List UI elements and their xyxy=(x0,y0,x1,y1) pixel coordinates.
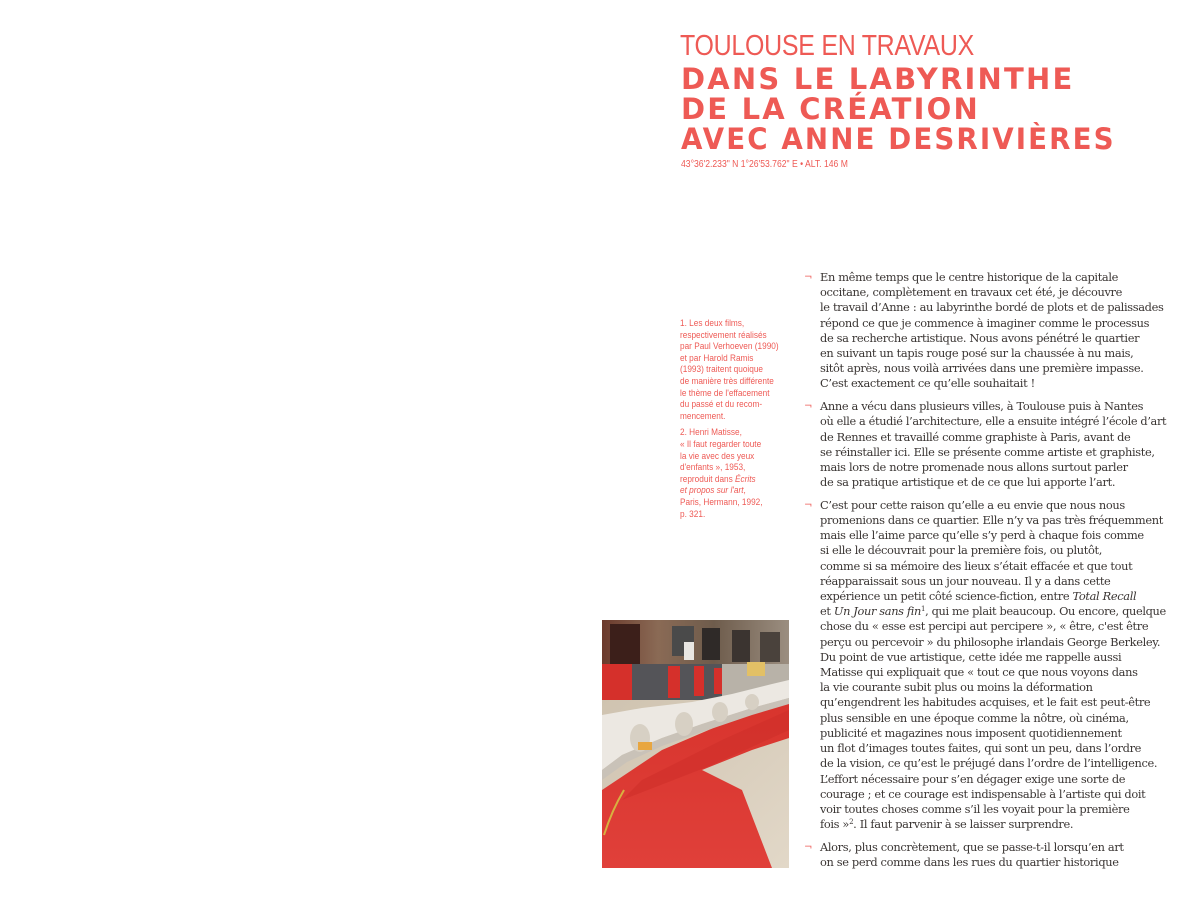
footnote-line: de manière très différente xyxy=(680,375,774,387)
text-line: qu’engendrent les habitudes acquises, et le fait est peut-être xyxy=(820,695,1151,710)
not-sign-bullet-icon: ¬ xyxy=(804,499,813,511)
text-line: C’est pour cette raison qu’elle a eu envie que nous nous xyxy=(820,497,1125,512)
article-body xyxy=(804,270,1167,878)
text-line: Du point de vue artistique, cette idée me rappelle aussi xyxy=(820,649,1122,664)
paragraph xyxy=(804,399,1167,490)
text-line: en suivant un tapis rouge posé sur la chaussée à nu mais, xyxy=(820,346,1134,361)
not-sign-bullet-icon: ¬ xyxy=(804,841,813,853)
footnote-line: mencement. xyxy=(680,410,726,422)
footnote-line xyxy=(680,485,792,497)
text-line xyxy=(820,589,1164,604)
kicker: TOULOUSE EN TRAVAUX xyxy=(680,30,974,62)
footnote-line: respectivement réalisés xyxy=(680,329,767,341)
footnote-line xyxy=(680,474,792,486)
text-line: C’est exactement ce qu’elle souhaitait ! xyxy=(820,376,1035,391)
text-line: L’effort nécessaire pour s’en dégager exige une sorte de xyxy=(820,771,1126,786)
text-line: sitôt après, nous voilà arrivées dans une première impasse. xyxy=(820,361,1144,376)
text-line: on se perd comme dans les rues du quartier historique xyxy=(820,855,1119,870)
text-line: se réinstaller ici. Elle se présente comme artiste et graphiste, xyxy=(820,444,1155,459)
footnote-line: 1. Les deux films, xyxy=(680,318,745,329)
footnote-line: du passé et du recom- xyxy=(680,399,763,411)
text-run: et xyxy=(820,604,834,619)
book-title: Écrits xyxy=(735,473,756,485)
paragraph xyxy=(804,498,1164,832)
text-line: mais elle l’aime parce qu’elle s’y perd à chaque fois comme xyxy=(820,528,1144,543)
footnote-1 xyxy=(680,318,792,422)
film-title: Un Jour sans fin xyxy=(833,604,922,619)
footnote-line: 2. Henri Matisse, xyxy=(680,427,742,439)
text-line: où elle a étudié l’architecture, elle a ensuite intégré l’école d’art xyxy=(820,414,1167,429)
footnote-text: , xyxy=(743,485,746,497)
footnotes xyxy=(680,318,792,525)
text-line: si elle le découvrait pour la première fois, ou plutôt, xyxy=(820,543,1102,558)
text-line: chose du « esse est percipi aut percipere », « être, c'est être xyxy=(820,619,1149,634)
footnote-line: Paris, Hermann, 1992, xyxy=(680,496,763,508)
footnote-line: et par Harold Ramis xyxy=(680,352,754,364)
footnote-line: « Il faut regarder toute xyxy=(680,438,762,450)
gps-coordinates: 43°36'2.233" N 1°26'53.762" E • ALT. 146 M xyxy=(681,159,848,170)
text-line: de la vision, ce qu’est le préjugé dans l’ordre de l’intelligence. xyxy=(820,756,1158,771)
text-line: publicité et magazines nous imposent quotidiennement xyxy=(820,725,1122,740)
text-line: perçu ou percevoir » du philosophe irlandais George Berkeley. xyxy=(820,634,1161,649)
text-line: courage ; et ce courage est indispensable à l’artiste qui doit xyxy=(820,786,1146,801)
title-line: DE LA CRÉATION xyxy=(681,92,980,126)
footnote-text: reproduit dans xyxy=(680,473,736,485)
text-line: En même temps que le centre historique de la capitale xyxy=(820,270,1119,284)
text-line: de sa recherche artistique. Nous avons pénétré le quartier xyxy=(820,330,1140,345)
film-title: Total Recall xyxy=(1072,589,1137,604)
article-title xyxy=(681,64,1136,154)
footnote-line: la vie avec des yeux xyxy=(680,450,755,462)
street-works-photo xyxy=(602,620,789,868)
text-line: occitane, complètement en travaux cet été, je découvre xyxy=(820,285,1123,300)
text-line: promenions dans ce quartier. Elle n’y va pas très fréquemment xyxy=(820,513,1163,528)
text-line: mais lors de notre promenade nous allons surtout parler xyxy=(820,459,1128,474)
footnote-line: le thème de l'effacement xyxy=(680,387,770,399)
construction-street-photo-icon xyxy=(602,620,789,868)
footnote-line: par Paul Verhoeven (1990) xyxy=(680,341,779,353)
text-line xyxy=(820,604,1166,619)
footnote-ref[interactable]: 1 xyxy=(921,605,926,614)
text-line: plus sensible en une époque comme la nôtre, où cinéma, xyxy=(820,710,1129,725)
book-title: et propos sur l'art xyxy=(680,485,744,497)
not-sign-bullet-icon: ¬ xyxy=(804,272,813,283)
paragraph xyxy=(804,840,1164,870)
text-line: de Rennes et travaillé comme graphiste à Paris, avant de xyxy=(820,429,1131,444)
text-line: répond ce que je commence à imaginer comme le processus xyxy=(820,315,1150,330)
text-run: expérience un petit côté science-fiction, entre xyxy=(820,589,1073,604)
title-line: AVEC ANNE DESRIVIÈRES xyxy=(681,122,1116,156)
footnote-2 xyxy=(680,427,792,520)
title-line: DANS LE LABYRINTHE xyxy=(681,62,1075,96)
text-line: réapparaissait sous un jour nouveau. Il y a dans cette xyxy=(820,573,1111,588)
text-line: comme si sa mémoire des lieux s’était effacée et que tout xyxy=(820,558,1133,573)
text-line: voir toutes choses comme s’il les voyait pour la première xyxy=(820,801,1130,816)
text-run: fois » xyxy=(820,817,850,832)
not-sign-bullet-icon: ¬ xyxy=(804,401,813,413)
footnote-ref[interactable]: 2 xyxy=(849,818,854,827)
text-line: le travail d’Anne : au labyrinthe bordé de plots et de palissades xyxy=(820,300,1164,315)
paragraph xyxy=(804,270,1164,392)
text-line: Matisse qui expliquait que « tout ce que nous voyons dans xyxy=(820,665,1138,680)
text-line: Anne a vécu dans plusieurs villes, à Toulouse puis à Nantes xyxy=(820,399,1144,414)
footnote-line: d'enfants », 1953, xyxy=(680,462,746,474)
footnote-line: p. 321. xyxy=(680,508,706,520)
text-line xyxy=(820,817,1164,832)
footnote-line: (1993) traitent quoique xyxy=(680,364,764,376)
text-line: un flot d’images toutes faites, qui sont un peu, dans l’ordre xyxy=(820,741,1142,756)
text-run: . Il faut parvenir à se laisser surprendre. xyxy=(853,817,1074,832)
text-line: de sa pratique artistique et de ce que lui apporte l’art. xyxy=(820,475,1116,490)
text-line: la vie courante subit plus ou moins la déformation xyxy=(820,680,1093,695)
text-line: Alors, plus concrètement, que se passe-t-il lorsqu’en art xyxy=(820,839,1124,854)
text-run: , qui me plait beaucoup. Ou encore, quelque xyxy=(925,604,1166,619)
